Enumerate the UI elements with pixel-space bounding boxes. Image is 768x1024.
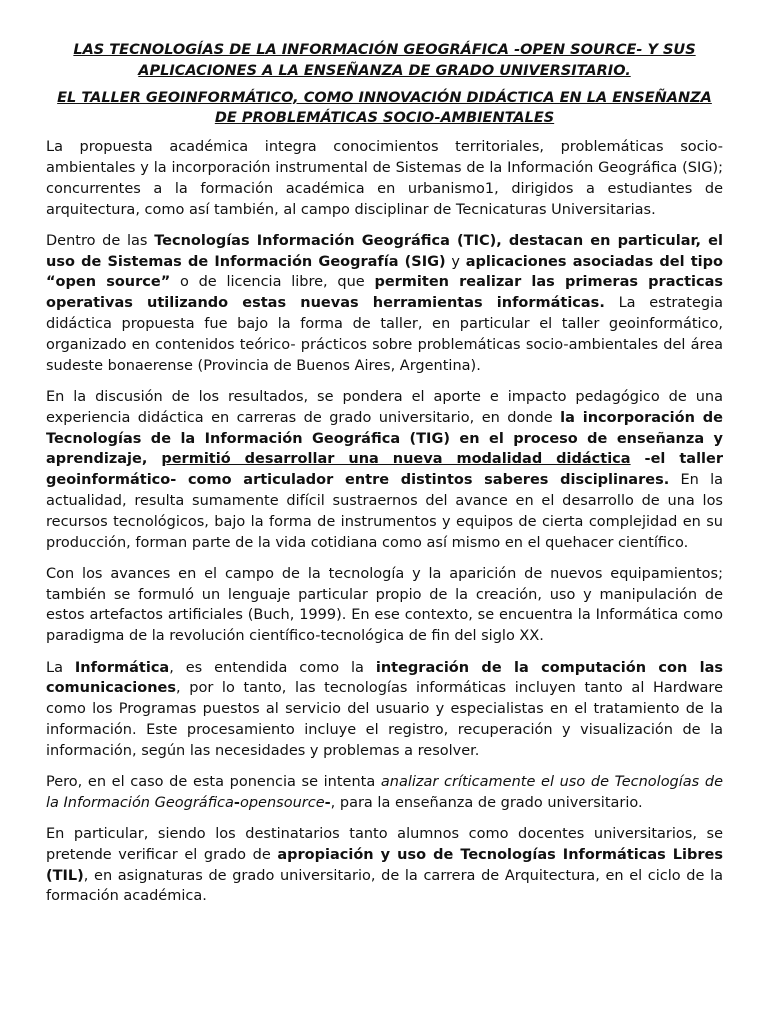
paragraph-3-bold: -el taller geoinformático- como articulador entre distintos saberes disciplinares. (46, 451, 723, 489)
paragraph-6-italic: analizar críticamente el uso de Tecnologías de la Información Geográfica (46, 774, 723, 811)
paragraph-6-text: Pero, en el caso de esta ponencia se intenta (46, 774, 381, 790)
paragraph-2-bold: permiten realizar las primeras practicas operativas utilizando estas nuevas herramientas informáticas. (46, 274, 723, 312)
paragraph-2-text: La estrategia didáctica propuesta fue bajo la forma de taller, en particular el taller geoinformático, organizado en contenidos teórico- prácticos sobre problemáticas socio-ambientales del área sudeste bonaerense (Provincia de Buenos Aires, Argentina). (46, 295, 723, 374)
paragraph-7-bold: apropiación y uso de Tecnologías Informáticas Libres (TIL) (46, 846, 723, 884)
paragraph-3-text: En la actualidad, resulta sumamente difícil sustraernos del avance en el desarrollo de una los recursos tecnológicos, bajo la forma de instrumentos y equipos de cierta complejidad en su producción, forman parte de la vida cotidiana como así mismo en el quehacer científico. (46, 472, 723, 551)
paragraph-2-bold: Tecnologías Información Geográfica (TIC), destacan en particular, el uso de Sistemas de Información Geografía (SIG) (46, 232, 723, 270)
paragraph-3-bold-underlined: permitió desarrollar una nueva modalidad didáctica (161, 451, 631, 468)
document-subtitle: EL TALLER GEOINFORMÁTICO, COMO INNOVACIÓN DIDÁCTICA EN LA ENSEÑANZA DE PROBLEMÁTICAS SOCIO-AMBIENTALES (57, 89, 712, 127)
paragraph-7 (46, 824, 723, 907)
paragraph-6-bold: - (233, 794, 240, 811)
paragraph-2-text: o de licencia libre, que (170, 274, 375, 291)
paragraph-5-bold: Informática (74, 659, 170, 676)
paragraph-2-text: Dentro de las (46, 232, 155, 249)
paragraph-2 (46, 231, 723, 377)
paragraph-5-bold: integración de la computación con las comunicaciones (46, 659, 724, 697)
paragraph-1 (46, 137, 723, 220)
paragraph-3-text: En la discusión de los resultados, se pondera el aporte e impacto pedagógico de una experiencia didáctica en carreras de grado universitario, en donde (46, 388, 723, 426)
paragraph-5-text: , es entendida como la (169, 659, 376, 676)
paragraph-4 (46, 564, 723, 647)
paragraph-2-bold: aplicaciones asociadas del tipo “open source” (46, 253, 723, 291)
paragraph-7-text: En particular, siendo los destinatarios tanto alumnos como docentes universitarios, se pretende verificar el grado de (46, 826, 723, 863)
paragraph-7-text: , en asignaturas de grado universitario, de la carrera de Arquitectura, en el ciclo de la formación académica. (46, 867, 723, 905)
paragraph-6-text: , para la enseñanza de grado universitario. (330, 794, 643, 811)
paragraph-3 (46, 387, 723, 553)
paragraph-2-text: y (445, 253, 466, 270)
paragraph-5 (46, 658, 723, 762)
paragraph-6 (46, 772, 723, 814)
paragraph-5-text: , por lo tanto, las tecnologías informáticas incluyen tanto al Hardware como los Programas puestos al servicio del usuario y especialistas en el tratamiento de la información. Este procesamiento incluye el registro, recuperación y visualización de la información, según las necesidades y problemas a resolver. (46, 680, 723, 759)
document-title: LAS TECNOLOGÍAS DE LA INFORMACIÓN GEOGRÁFICA -OPEN SOURCE- Y SUS APLICACIONES A LA ENSEÑANZA DE GRADO UNIVERSITARIO. (73, 42, 696, 79)
paragraph-6-bold: - (324, 794, 331, 811)
paragraph-5-text: La (46, 659, 75, 676)
paragraph-3-bold: la incorporación de Tecnologías de la Información Geográfica (TIG) en el proceso de enseñanza y aprendizaje, (46, 409, 723, 468)
paragraph-4-text: Con los avances en el campo de la tecnología y la aparición de nuevos equipamientos; también se formuló un lenguaje particular propio de la creación, uso y manipulación de estos artefactos artificiales (Buch, 1999). En ese contexto, se encuentra la Informática como paradigma de la revolución científico-tecnológica de fin del siglo XX. (46, 565, 723, 645)
paragraph-1-text: La propuesta académica integra conocimientos territoriales, problemáticas socio-ambientales y la incorporación instrumental de Sistemas de la Información Geográfica (SIG); concurrentes a la formación académica en urbanismo1, dirigidos a estudiantes de arquitectura, como así también, al campo disciplinar de Tecnicaturas Universitarias. (46, 139, 723, 218)
paragraph-6-italic: opensource (239, 794, 325, 811)
